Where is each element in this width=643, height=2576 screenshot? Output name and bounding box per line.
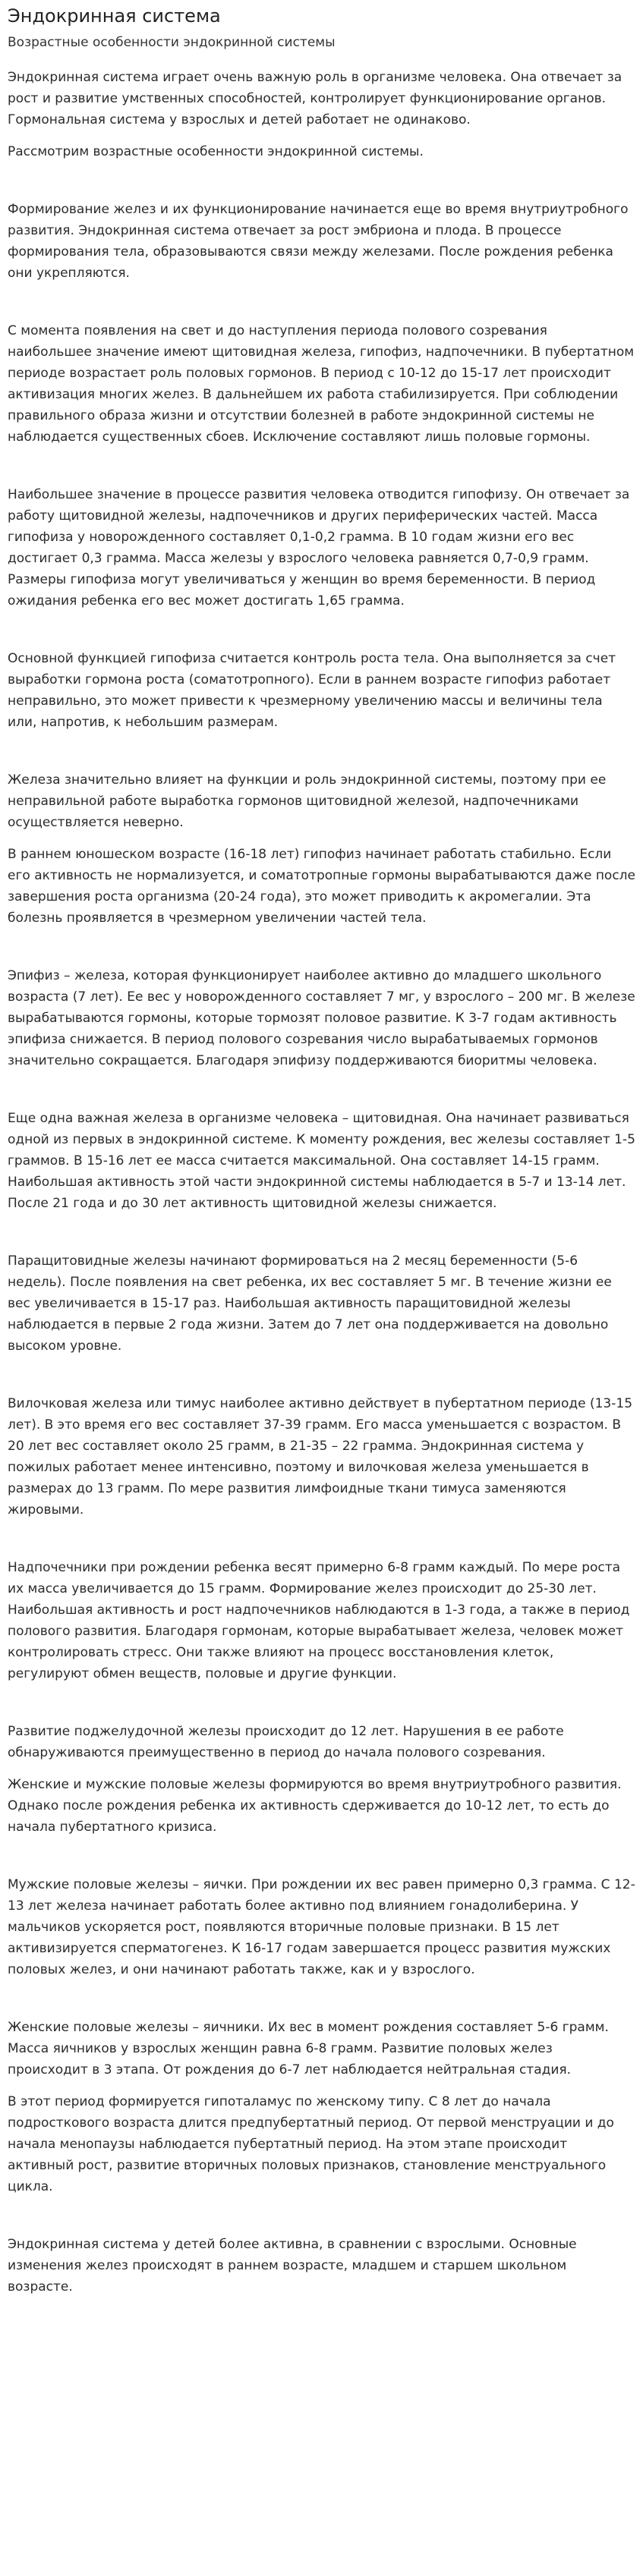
paragraph-parathyroid: Паращитовидные железы начинают формироваться на 2 месяц беременности (5-6 недель). После появления на свет ребенка, их вес составляет 5 мг. В течение жизни ее вес увеличивается в 15-17 раз. Наибольшая активность паращитовидной железы наблюдается в первые 2 года жизни. Затем до 7 лет она поддерживается на довольно высоком уровне. — [8, 1253, 612, 1354]
paragraph-formation: Формирование желез и их функционирование начинается еще во время внутриутробного развития. Эндокринная система отвечает за рост эмбриона и плода. В процессе формирования тела, образовываются связи между железами. После рождения ребенка они укрепляются. — [8, 202, 629, 281]
paragraph-female-periods: В этот период формируется гипоталамус по женскому типу. С 8 лет до начала подросткового возраста длится предпубертатный период. От первой менструации и до начала менопаузы наблюдается пубертатный период. На этом этапе происходит активный рост, развитие вторичных половых признаков, становление менструального цикла. — [8, 2094, 614, 2194]
paragraph-thyroid: Еще одна важная железа в организме человека – щитовидная. Она начинает развиваться одной из первых в эндокринной системе. К моменту рождения, вес железы составляет 1-5 граммов. В 15-16 лет ее масса считается максимальной. Она составляет 14-15 грамм. Наибольшая активность этой части эндокринной системы наблюдается в 5-7 и 13-14 лет. После 21 года и до 30 лет активность щитовидной железы снижается. — [8, 1111, 635, 1211]
paragraph-pituitary-function: Основной функцией гипофиза считается контроль роста тела. Она выполняется за счет выработки гормона роста (соматотропного). Если в раннем возрасте гипофиз работает неправильно, это может привести к чрезмерному увеличению массы и величины тела или, напротив, к небольшим размерам. — [8, 651, 616, 730]
paragraph-acromegaly: В раннем юношеском возрасте (16-18 лет) гипофиз начинает работать стабильно. Если его активность не нормализуется, и соматотропные гормоны вырабатываются даже после завершения роста организма (20-24 года), это может приводить к акромегалии. Эта болезнь проявляется в чрезмерном увеличении частей тела. — [8, 847, 636, 926]
paragraph-pineal: Эпифиз – железа, которая функционирует наиболее активно до младшего школьного возраста (7 лет). Ее вес у новорожденного составляет 7 мг, у взрослого – 200 мг. В железе вырабатываются гормоны, которые тормозят половое развитие. К 3-7 годам активность эпифиза снижается. В период полового созревания число вырабатываемых гормонов значительно сокращается. Благодаря эпифизу поддерживаются биоритмы человека. — [8, 968, 635, 1068]
page-subtitle: Возрастные особенности эндокринной системы — [8, 35, 336, 50]
paragraph-puberty: С момента появления на свет и до наступления периода полового созревания наибольшее значение имеют щитовидная железа, гипофиз, надпочечники. В пубертатном периоде возрастает роль половых гормонов. В период с 10-12 до 15-17 лет происходит активизация многих желез. В дальнейшем их работа стабилизируется. При соблюдении правильного образа жизни и отсутствии болезней в работе эндокринной системы не наблюдается существенных сбоев. Исключение составляют лишь половые гормоны. — [8, 323, 635, 445]
paragraph-female-gonads: Женские половые железы – яичники. Их вес в момент рождения составляет 5-6 грамм. Масса яичников у взрослых женщин равна 6-8 грамм. Развитие половых желез происходит в 3 этапа. От рождения до 6-7 лет наблюдается нейтральная стадия. — [8, 2020, 609, 2077]
paragraph-intro: Эндокринная система играет очень важную роль в организме человека. Она отвечает за рост и развитие умственных способностей, контролирует функционирование органов. Гормональная система у взрослых и детей работает не одинаково. — [8, 70, 623, 127]
paragraph-pituitary-influence: Железа значительно влияет на функции и роль эндокринной системы, поэтому при ее неправильной работе выработка гормонов щитовидной железой, надпочечниками осуществляется неверно. — [8, 772, 607, 830]
paragraph-lead: Рассмотрим возрастные особенности эндокринной системы. — [8, 144, 424, 159]
paragraph-thymus: Вилочковая железа или тимус наиболее активно действует в пубертатном периоде (13-15 лет). В это время его вес составляет 37-39 грамм. Его масса уменьшается с возрастом. В 20 лет вес составляет около 25 грамм, в 21-35 – 22 грамма. Эндокринная система у пожилых работает менее интенсивно, поэтому и вилочковая железа уменьшается в размерах до 13 грамм. По мере развития лимфоидные ткани тимуса заменяются жировыми. — [8, 1396, 633, 1518]
paragraph-pancreas: Развитие поджелудочной железы происходит до 12 лет. Нарушения в ее работе обнаруживаются преимущественно в период до начала полового созревания. — [8, 1724, 564, 1760]
paragraph-pituitary: Наибольшее значение в процессе развития человека отводится гипофизу. Он отвечает за работу щитовидной железы, надпочечников и других периферических частей. Масса гипофиза у новорожденного составляет 0,1-0,2 грамма. В 10 годам жизни его вес достигает 0,3 грамма. Масса железы у взрослого человека равняется 0,7-0,9 грамм. Размеры гипофиза могут увеличиваться у женщин во время беременности. В период ожидания ребенка его вес может достигать 1,65 грамма. — [8, 487, 630, 609]
paragraph-adrenal: Надпочечники при рождении ребенка весят примерно 6-8 грамм каждый. По мере роста их масса увеличивается до 15 грамм. Формирование желез происходит до 25-30 лет. Наибольшая активность и рост надпочечников наблюдаются в 1-3 года, а также в период полового развития. Благодаря гормонам, которые вырабатывает железа, человек может контролировать стресс. Они также влияют на процесс восстановления клеток, регулируют обмен веществ, половые и другие функции. — [8, 1560, 630, 1681]
page-title: Эндокринная система — [8, 5, 221, 27]
paragraph-gonads: Женские и мужские половые железы формируются во время внутриутробного развития. Однако после рождения ребенка их активность сдерживается до 10-12 лет, то есть до начала пубертатного кризиса. — [8, 1777, 622, 1835]
paragraph-conclusion: Эндокринная система у детей более активна, в сравнении с взрослыми. Основные изменения желез происходят в раннем возрасте, младшем и старшем школьном возрасте. — [8, 2237, 577, 2294]
paragraph-male-gonads: Мужские половые железы – яички. При рождении их вес равен примерно 0,3 грамма. С 12-13 лет железа начинает работать более активно под влиянием гонадолиберина. У мальчиков ускоряется рост, появляются вторичные половые признаки. В 15 лет активизируется сперматогенез. К 16-17 годам завершается процесс развития мужских половых желез, и они начинают работать также, как и у взрослого. — [8, 1877, 635, 1977]
